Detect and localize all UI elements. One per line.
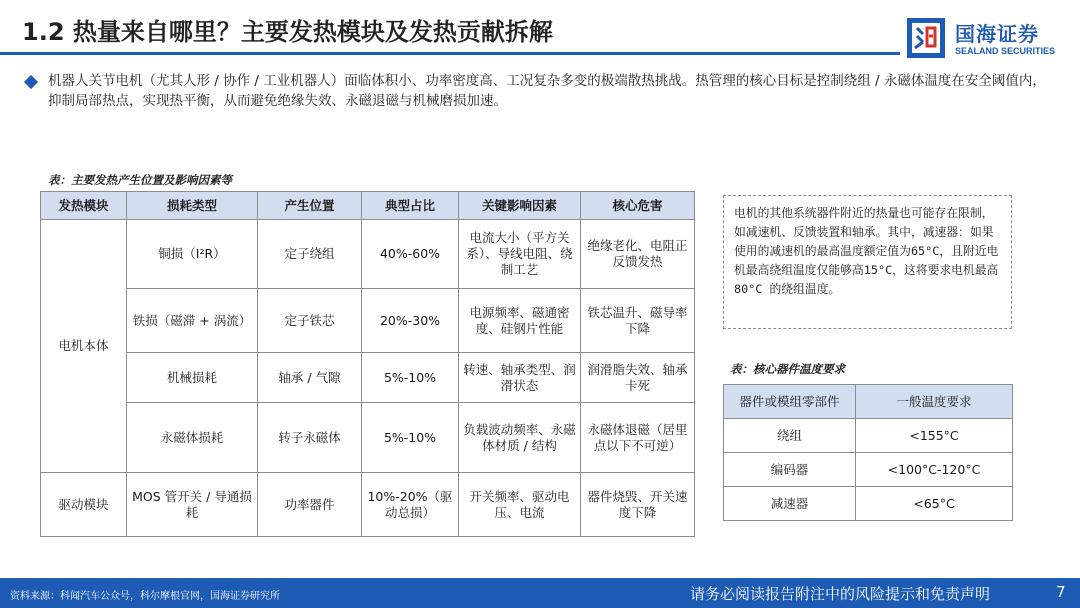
table-cell: 编码器 xyxy=(724,453,856,487)
footer-bar xyxy=(0,578,1080,608)
group-cell-motor: 电机本体 xyxy=(41,220,127,473)
table-cell: <100°C-120°C xyxy=(856,453,1013,487)
table-row xyxy=(724,487,1013,521)
title-divider xyxy=(0,52,900,55)
table-cell: 5%-10% xyxy=(362,403,459,473)
intro-paragraph: 机器人关节电机（尤其人形 / 协作 / 工业机器人）面临体积小、功率密度高、工况复杂多变的极端散热挑战。热管理的核心目标是控制绕组 / 永磁体温度在安全阈值内，抑制局部热点，实现热平衡，从而避免绝缘失效、永磁退磁与机械磨损加速。 xyxy=(48,73,1046,109)
heat-source-table xyxy=(40,191,695,537)
table-cell: <65°C xyxy=(856,487,1013,521)
diamond-bullet-icon xyxy=(24,75,38,89)
table-cell: 润滑脂失效、轴承卡死 xyxy=(581,353,695,403)
table-cell: 转速、轴承类型、润滑状态 xyxy=(459,353,581,403)
table-row xyxy=(41,473,695,537)
table-cell: 铜损（I²R） xyxy=(127,220,258,289)
disclaimer-text: 请务必阅读报告附注中的风险提示和免责声明 xyxy=(690,585,991,603)
column-header: 产生位置 xyxy=(258,192,362,220)
table-cell: 40%-60% xyxy=(362,220,459,289)
table-cell: 永磁体退磁（居里点以下不可逆） xyxy=(581,403,695,473)
table-cell: 功率器件 xyxy=(258,473,362,537)
table-cell: 绕组 xyxy=(724,419,856,453)
table-row xyxy=(724,453,1013,487)
column-header: 发热模块 xyxy=(41,192,127,220)
table-cell: <155°C xyxy=(856,419,1013,453)
logo-text-en: SEALAND SECURITIES xyxy=(955,46,1056,56)
table-row xyxy=(41,289,695,353)
column-header: 一般温度要求 xyxy=(856,385,1013,419)
table-cell: 20%-30% xyxy=(362,289,459,353)
column-header: 关键影响因素 xyxy=(459,192,581,220)
table-row xyxy=(41,220,695,289)
page-title: 1.2 热量来自哪里？主要发热模块及发热贡献拆解 xyxy=(22,18,553,46)
table-row xyxy=(724,419,1013,453)
table-cell: 转子永磁体 xyxy=(258,403,362,473)
group-cell-drive: 驱动模块 xyxy=(41,473,127,537)
column-header: 核心危害 xyxy=(581,192,695,220)
temperature-requirement-table xyxy=(723,384,1013,521)
page-number: 7 xyxy=(1056,583,1066,601)
table-cell: 轴承 / 气隙 xyxy=(258,353,362,403)
table-cell: 减速器 xyxy=(724,487,856,521)
table-cell: 永磁体损耗 xyxy=(127,403,258,473)
table-cell: 10%-20%（驱动总损） xyxy=(362,473,459,537)
table-header-row xyxy=(41,192,695,220)
table-cell: 器件烧毁、开关速度下降 xyxy=(581,473,695,537)
table-cell: 电流大小（平方关系）、导线电阻、绕制工艺 xyxy=(459,220,581,289)
table-cell: 5%-10% xyxy=(362,353,459,403)
logo-text-cn: 国海证券 xyxy=(955,22,1039,46)
note-box: 电机的其他系统器件附近的热量也可能存在限制，如减速机、反馈装置和轴承。其中，减速器：如果使用的减速机的最高温度额定值为65°C，且附近电机最高绕组温度仅能够高15°C，这将要求电机最高80°C 的绕组温度。 xyxy=(723,195,1012,329)
sealand-logo-icon xyxy=(905,16,947,62)
table2-caption: 表：核心器件温度要求 xyxy=(730,362,845,376)
source-note: 资料来源：科闻汽车公众号，科尔摩根官网，国海证券研究所 xyxy=(10,591,280,602)
table-cell: 负载波动频率、永磁体材质 / 结构 xyxy=(459,403,581,473)
table-cell: 定子绕组 xyxy=(258,220,362,289)
table-cell: 电源频率、磁通密度、硅钢片性能 xyxy=(459,289,581,353)
table-cell: MOS 管开关 / 导通损耗 xyxy=(127,473,258,537)
table-row xyxy=(41,353,695,403)
table-cell: 铁芯温升、磁导率下降 xyxy=(581,289,695,353)
table-cell: 铁损（磁滞 + 涡流） xyxy=(127,289,258,353)
column-header: 损耗类型 xyxy=(127,192,258,220)
column-header: 器件或模组零部件 xyxy=(724,385,856,419)
table-row xyxy=(41,403,695,473)
column-header: 典型占比 xyxy=(362,192,459,220)
table-cell: 定子铁芯 xyxy=(258,289,362,353)
table-cell: 机械损耗 xyxy=(127,353,258,403)
table-header-row xyxy=(724,385,1013,419)
table-cell: 绝缘老化、电阻正反馈发热 xyxy=(581,220,695,289)
table1-caption: 表：主要发热产生位置及影响因素等 xyxy=(48,173,232,187)
table-cell: 开关频率、驱动电压、电流 xyxy=(459,473,581,537)
sealand-logo xyxy=(905,16,1065,64)
